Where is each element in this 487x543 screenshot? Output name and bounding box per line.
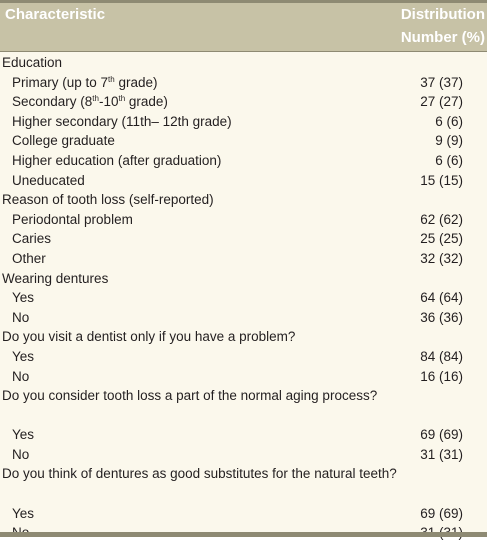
row-label: Periodontal problem xyxy=(12,211,133,227)
row-value: 84 (84) xyxy=(420,348,463,364)
table-row xyxy=(0,347,487,367)
row-label: Yes xyxy=(12,290,35,306)
group-row xyxy=(0,269,487,289)
table-row xyxy=(0,131,487,151)
table-row xyxy=(0,92,487,112)
header-characteristic: Characteristic xyxy=(5,6,106,23)
row-label: Other xyxy=(12,250,46,266)
table-row xyxy=(0,367,487,387)
row-value: 9 (9) xyxy=(435,133,463,149)
table-row xyxy=(0,425,487,445)
row-label: College graduate xyxy=(12,133,115,149)
table-row xyxy=(0,249,487,269)
row-label: No xyxy=(12,368,30,384)
row-value: 62 (62) xyxy=(420,211,463,227)
table-row xyxy=(0,171,487,191)
row-label: Do you consider tooth loss a part of the normal aging process? xyxy=(2,388,378,404)
row-label: Uneducated xyxy=(12,172,85,188)
row-label: Wearing dentures xyxy=(2,270,109,286)
row-value: 6 (6) xyxy=(435,152,463,168)
row-value: 69 (69) xyxy=(420,427,463,443)
table-row xyxy=(0,445,487,465)
row-value: 36 (36) xyxy=(420,309,463,325)
table-row xyxy=(0,308,487,328)
superscript: th xyxy=(118,94,126,104)
table-row xyxy=(0,73,487,93)
table-row xyxy=(0,112,487,132)
bottom-rule xyxy=(0,532,487,537)
superscript: th xyxy=(108,74,115,84)
group-row xyxy=(0,327,487,347)
row-value: 27 (27) xyxy=(420,94,463,110)
row-label: Do you visit a dentist only if you have a problem? xyxy=(2,329,296,345)
group-row xyxy=(0,386,487,425)
row-value: 64 (64) xyxy=(420,290,463,306)
row-label: Education xyxy=(2,55,63,70)
row-value: 69 (69) xyxy=(420,505,463,521)
table-row xyxy=(0,210,487,230)
row-label: Yes xyxy=(12,348,35,364)
row-label: Secondary (8th-10th grade) xyxy=(12,94,168,110)
header-number-pct: Number (%) xyxy=(400,29,485,46)
header-rule xyxy=(0,51,487,52)
group-row xyxy=(0,464,487,503)
row-label: Do you think of dentures as good substitutes for the natural teeth? xyxy=(2,466,397,482)
table-row xyxy=(0,151,487,171)
row-value: 32 (32) xyxy=(420,250,463,266)
row-label: Reason of tooth loss (self-reported) xyxy=(2,192,214,208)
row-label: Yes xyxy=(12,505,35,521)
row-label: Higher education (after graduation) xyxy=(12,152,222,168)
row-value: 6 (6) xyxy=(435,113,463,129)
row-label: Primary (up to 7th grade) xyxy=(12,74,158,90)
row-value: 31 (31) xyxy=(420,446,463,462)
group-row xyxy=(0,190,487,210)
row-label: Yes xyxy=(12,427,35,443)
row-label: Higher secondary (11th– 12th grade) xyxy=(12,113,232,129)
row-value: 16 (16) xyxy=(420,368,463,384)
row-value: 37 (37) xyxy=(420,74,463,90)
row-value: 25 (25) xyxy=(420,231,463,247)
row-label: Caries xyxy=(12,231,52,247)
table-row xyxy=(0,288,487,308)
table-row xyxy=(0,504,487,524)
row-value: 15 (15) xyxy=(420,172,463,188)
row-label: No xyxy=(12,309,30,325)
table-header xyxy=(0,3,487,51)
row-label: No xyxy=(12,446,30,462)
header-distribution: Distribution xyxy=(400,6,485,23)
table-body xyxy=(0,53,487,543)
group-row xyxy=(0,53,487,73)
superscript: th xyxy=(92,94,99,104)
table-row xyxy=(0,229,487,249)
